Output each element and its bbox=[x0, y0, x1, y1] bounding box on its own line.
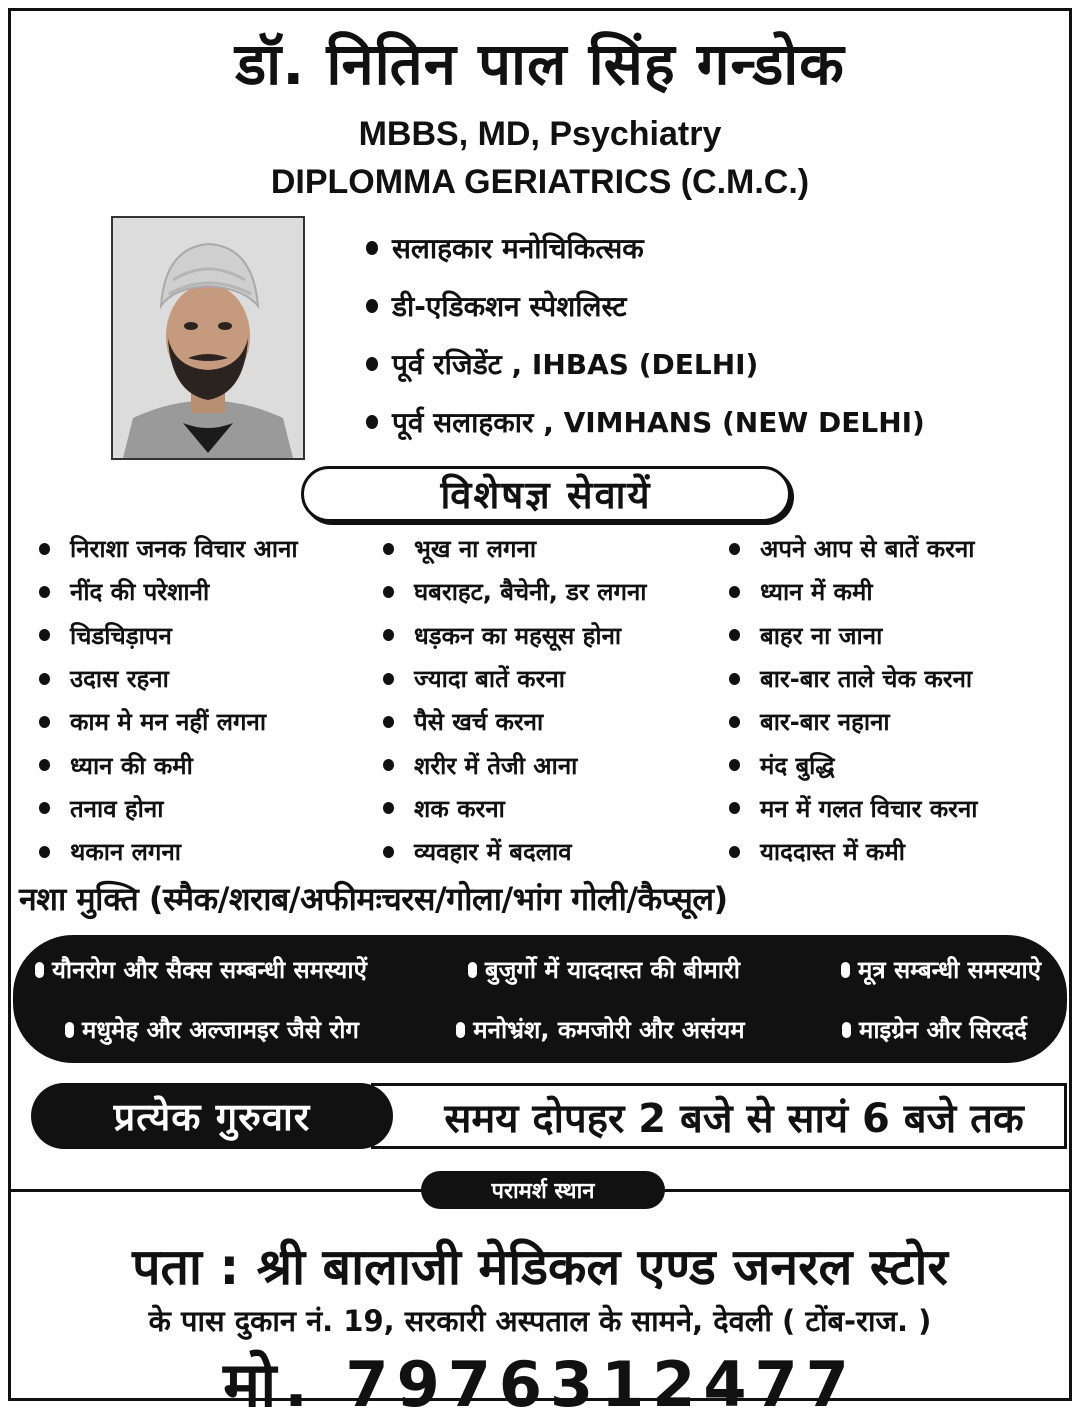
services-title: विशेषज्ञ सेवायें bbox=[301, 466, 791, 522]
bullet-icon bbox=[383, 716, 394, 728]
service-item: मन में गलत विचार करना bbox=[729, 787, 978, 830]
credential-item: पूर्व रजिडेंट , IHBAS (DELHI) bbox=[366, 335, 1046, 393]
bullet-icon bbox=[39, 802, 50, 814]
services-column-2 bbox=[383, 527, 647, 873]
bullet-icon bbox=[366, 415, 378, 429]
credentials-list bbox=[366, 219, 1046, 451]
bullet-icon bbox=[366, 241, 378, 255]
condition-item: बुजुर्गो में याददास्त की बीमारी bbox=[468, 953, 740, 986]
bullet-icon bbox=[65, 1022, 74, 1038]
condition-item: मधुमेह और अल्जामइर जैसे रोग bbox=[65, 1013, 359, 1046]
condition-item: माइग्रेन और सिरदर्द bbox=[842, 1013, 1027, 1046]
service-item: बाहर ना जाना bbox=[729, 614, 978, 657]
bullet-icon bbox=[35, 962, 44, 978]
bullet-icon bbox=[729, 543, 740, 555]
de-addiction-line: नशा मुक्ति (स्मैक/शराब/अफीमःचरस/गोला/भांग गोली/कैप्सूल) bbox=[19, 880, 728, 918]
bullet-icon bbox=[842, 1022, 851, 1038]
service-item: भूख ना लगना bbox=[383, 527, 647, 570]
bullet-icon bbox=[729, 846, 740, 858]
credential-item: पूर्व सलाहकार , VIMHANS (NEW DELHI) bbox=[366, 393, 1046, 451]
condition-item: मूत्र सम्बन्धी समस्याऐ bbox=[841, 953, 1041, 986]
credential-item: डी-एडिकशन स्पेशलिस्ट bbox=[366, 277, 1046, 335]
address-line-2: के पास दुकान नं. 19, सरकारी अस्पताल के सामने, देवली ( टोंब-राज. ) bbox=[148, 1304, 932, 1338]
bullet-icon bbox=[383, 846, 394, 858]
service-item: बार-बार ताले चेक करना bbox=[729, 657, 978, 700]
bullet-icon bbox=[729, 586, 740, 598]
service-item: पैसे खर्च करना bbox=[383, 700, 647, 743]
bullet-icon bbox=[468, 962, 477, 978]
bullet-icon bbox=[729, 759, 740, 771]
service-item: ध्यान में कमी bbox=[729, 570, 978, 613]
degree-line-2: DIPLOMMA GERIATRICS (C.M.C.) bbox=[270, 163, 810, 201]
service-item: तनाव होना bbox=[39, 787, 298, 830]
service-item: धड़कन का महसूस होना bbox=[383, 614, 647, 657]
conditions-band bbox=[13, 935, 1067, 1063]
bullet-icon bbox=[366, 357, 378, 371]
service-item: बार-बार नहाना bbox=[729, 700, 978, 743]
portrait-image bbox=[113, 218, 303, 458]
services-column-3 bbox=[729, 527, 978, 873]
service-item: याददास्त में कमी bbox=[729, 830, 978, 873]
conditions-row-2 bbox=[13, 1013, 1067, 1046]
service-item: घबराहट, बैचेनी, डर लगना bbox=[383, 570, 647, 613]
bullet-icon bbox=[39, 586, 50, 598]
service-item: शक करना bbox=[383, 787, 647, 830]
bullet-icon bbox=[383, 543, 394, 555]
doctor-name: डॉ. नितिन पाल सिंह गन्डोक bbox=[235, 30, 845, 98]
bullet-icon bbox=[39, 846, 50, 858]
service-item: व्यवहार में बदलाव bbox=[383, 830, 647, 873]
address-line-1: पता : श्री बालाजी मेडिकल एण्ड जनरल स्टोर bbox=[132, 1238, 948, 1296]
service-item: थकान लगना bbox=[39, 830, 298, 873]
service-item: चिडचिड़ापन bbox=[39, 614, 298, 657]
bullet-icon bbox=[383, 802, 394, 814]
bullet-icon bbox=[39, 673, 50, 685]
credential-item: सलाहकार मनोचिकित्सक bbox=[366, 219, 1046, 277]
schedule-time: समय दोपहर 2 बजे से सायं 6 बजे तक bbox=[371, 1083, 1067, 1149]
condition-item: यौनरोग और सैक्स सम्बन्धी समस्याऐं bbox=[35, 953, 367, 986]
service-item: ज्यादा बातें करना bbox=[383, 657, 647, 700]
bullet-icon bbox=[39, 716, 50, 728]
services-column-1 bbox=[39, 527, 298, 873]
bullet-icon bbox=[383, 629, 394, 641]
bullet-icon bbox=[456, 1022, 465, 1038]
bullet-icon bbox=[841, 962, 850, 978]
service-item: शरीर में तेजी आना bbox=[383, 743, 647, 786]
bullet-icon bbox=[729, 802, 740, 814]
degree-line-1: MBBS, MD, Psychiatry bbox=[358, 115, 722, 153]
poster bbox=[8, 8, 1072, 1421]
schedule bbox=[31, 1081, 1067, 1155]
service-item: उदास रहना bbox=[39, 657, 298, 700]
service-item: मंद बुद्धि bbox=[729, 743, 978, 786]
bullet-icon bbox=[383, 759, 394, 771]
bullet-icon bbox=[729, 629, 740, 641]
mobile-number: मो. 7976312477 bbox=[223, 1348, 857, 1421]
bullet-icon bbox=[39, 543, 50, 555]
condition-item: मनोभ्रंश, कमजोरी और असंयम bbox=[456, 1013, 744, 1046]
service-item: काम मे मन नहीं लगना bbox=[39, 700, 298, 743]
service-item: ध्यान की कमी bbox=[39, 743, 298, 786]
service-item: निराशा जनक विचार आना bbox=[39, 527, 298, 570]
bullet-icon bbox=[383, 586, 394, 598]
service-item: नींद की परेशानी bbox=[39, 570, 298, 613]
service-item: अपने आप से बातें करना bbox=[729, 527, 978, 570]
bullet-icon bbox=[39, 759, 50, 771]
consult-location-label: परामर्श स्थान bbox=[421, 1171, 665, 1209]
bullet-icon bbox=[39, 629, 50, 641]
bullet-icon bbox=[366, 299, 378, 313]
doctor-photo bbox=[111, 216, 305, 460]
bullet-icon bbox=[729, 716, 740, 728]
conditions-row-1 bbox=[13, 953, 1067, 986]
bullet-icon bbox=[383, 673, 394, 685]
schedule-day: प्रत्येक गुरुवार bbox=[31, 1083, 393, 1149]
bullet-icon bbox=[729, 673, 740, 685]
